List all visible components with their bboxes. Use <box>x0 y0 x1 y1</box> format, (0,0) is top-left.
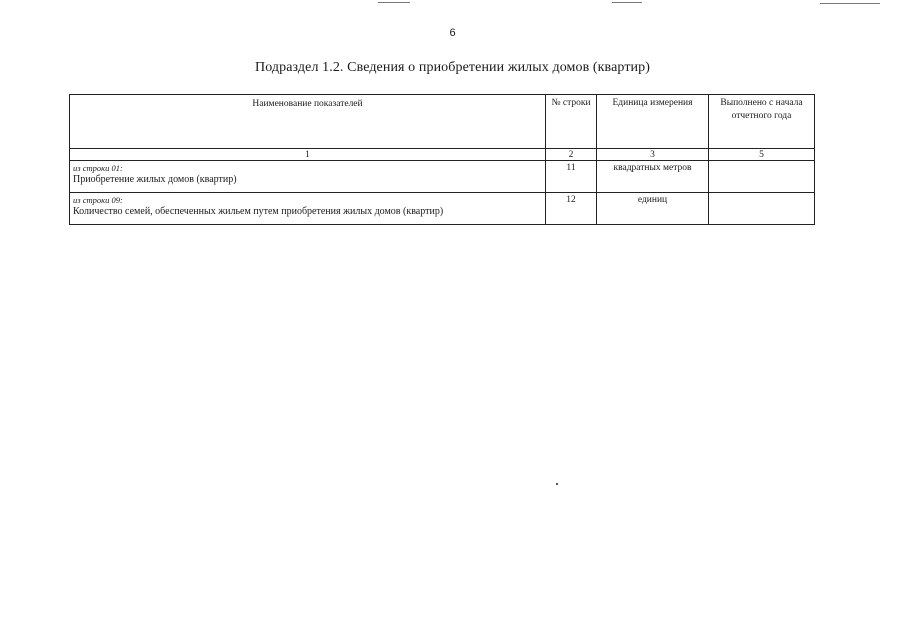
table-header-row <box>70 95 815 149</box>
scan-mark-right <box>820 3 880 4</box>
indicator-cell <box>70 193 546 225</box>
row-label: Приобретение жилых домов (квартир) <box>73 174 237 185</box>
column-number: 3 <box>597 149 709 161</box>
table-row <box>70 193 815 225</box>
header-line-number: № строки <box>546 95 597 149</box>
row-label: Количество семей, обеспеченных жильем путем приобретения жилых домов (квартир) <box>73 206 444 217</box>
indicators-table <box>69 94 815 225</box>
column-number: 1 <box>70 149 546 161</box>
page-number: 6 <box>449 27 456 39</box>
scan-mark-middle <box>612 2 642 3</box>
column-number-row <box>70 149 815 161</box>
scan-speck <box>556 483 558 485</box>
value-cell <box>709 161 815 193</box>
row-sub-label: из строки 01: <box>73 163 123 173</box>
value-cell <box>709 193 815 225</box>
header-indicator-name: Наименование показателей <box>70 95 546 149</box>
indicator-cell <box>70 161 546 193</box>
header-completed-ytd: Выполнено с начала отчетного года <box>709 95 815 149</box>
column-number: 2 <box>546 149 597 161</box>
table-row <box>70 161 815 193</box>
section-title: Подраздел 1.2. Сведения о приобретении жилых домов (квартир) <box>254 60 650 75</box>
header-unit: Единица измерения <box>597 95 709 149</box>
scan-mark-left <box>378 2 410 3</box>
unit-cell: единиц <box>597 193 709 225</box>
line-number-cell: 12 <box>546 193 597 225</box>
unit-cell: квадратных метров <box>597 161 709 193</box>
line-number-cell: 11 <box>546 161 597 193</box>
column-number: 5 <box>709 149 815 161</box>
row-sub-label: из строки 09: <box>73 195 123 205</box>
